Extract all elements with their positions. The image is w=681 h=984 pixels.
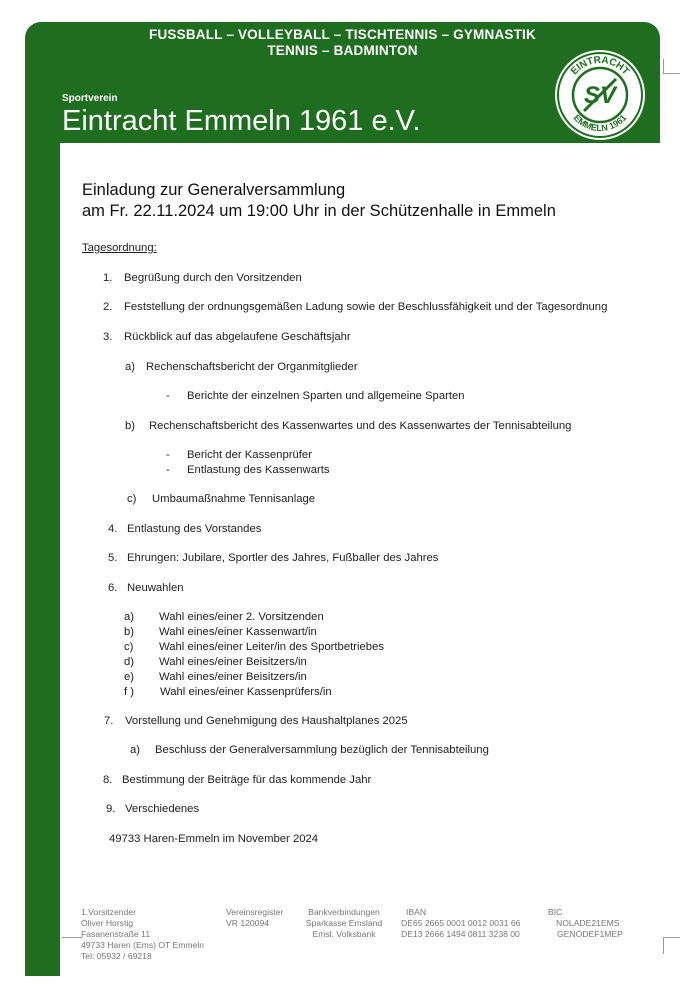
crop-mark-left bbox=[62, 937, 82, 952]
chair-city: 49733 Haren (Ems) OT Emmeln bbox=[81, 940, 205, 950]
invitation-title bbox=[82, 180, 556, 222]
chair-phone: Tel: 05932 / 69218 bbox=[81, 951, 152, 961]
place-date: 49733 Haren-Emmeln im November 2024 bbox=[109, 833, 319, 845]
footer-chair bbox=[81, 907, 204, 962]
agenda-bullet: - bbox=[166, 449, 170, 461]
logo-letters: SV bbox=[583, 82, 617, 109]
agenda-subnum: f ) bbox=[124, 686, 135, 698]
bank-1: Sparkasse Emsland bbox=[305, 918, 383, 928]
agenda-subsubitem: Entlastung des Kassenwarts bbox=[187, 464, 330, 476]
iban-1: DE65 2665 0001 0012 0031 66 bbox=[401, 918, 521, 928]
agenda-subnum: c) bbox=[124, 641, 134, 653]
sports-line-2: TENNIS – BADMINTON bbox=[267, 43, 418, 58]
bic-1: NOLADE21EMS bbox=[556, 918, 620, 928]
bank-label: Bankverbindungen bbox=[308, 907, 380, 917]
club-name: Eintracht Emmeln 1961 e.V. bbox=[62, 105, 421, 137]
agenda-item: Vorstellung und Genehmigung des Haushaltplanes 2025 bbox=[125, 715, 408, 727]
agenda-item: Ehrungen: Jubilare, Sportler des Jahres, Fußballer des Jahres bbox=[127, 552, 439, 564]
bic-2: GENODEF1MEP bbox=[557, 929, 623, 939]
footer-register bbox=[226, 907, 283, 929]
agenda-subnum: a) bbox=[130, 744, 141, 756]
agenda-item: Verschiedenes bbox=[125, 803, 200, 815]
footer-iban bbox=[401, 907, 520, 940]
agenda-subitem: Wahl eines/einer Kassenwart/in bbox=[159, 626, 317, 638]
chair-street: Fasanenstraße 11 bbox=[81, 929, 151, 939]
side-stripe bbox=[25, 140, 60, 976]
agenda-subitem: Wahl eines/einer Kassenprüfers/in bbox=[160, 686, 332, 698]
crop-mark-top bbox=[663, 59, 680, 74]
agenda-subitem: Wahl eines/einer Beisitzers/in bbox=[159, 671, 307, 683]
agenda-item: Feststellung der ordnungsgemäßen Ladung sowie der Beschlussfähigkeit und der Tagesordnung bbox=[124, 301, 608, 313]
agenda-item: Neuwahlen bbox=[127, 582, 184, 594]
agenda-subnum: a) bbox=[124, 611, 135, 623]
bic-label: BIC bbox=[548, 907, 563, 917]
logo-top-text: EINTRACHT bbox=[568, 54, 632, 78]
chair-label: 1.Vorsitzender bbox=[81, 907, 136, 917]
agenda-subitem: Rechenschaftsbericht des Kassenwartes und des Kassenwartes der Tennisabteilung bbox=[149, 420, 572, 432]
agenda-subitem: Wahl eines/einer 2. Vorsitzenden bbox=[159, 611, 324, 623]
invitation-line-2: am Fr. 22.11.2024 um 19:00 Uhr in der Schützenhalle in Emmeln bbox=[82, 202, 556, 220]
footer-bic bbox=[548, 907, 623, 940]
sports-line-1: FUSSBALL – VOLLEYBALL – TISCHTENNIS – GYMNASTIK bbox=[149, 27, 536, 42]
agenda-num: 8. bbox=[103, 774, 113, 786]
agenda-subnum: b) bbox=[125, 420, 136, 432]
agenda-subitem: Beschluss der Generalversammlung bezüglich der Tennisabteilung bbox=[155, 744, 489, 756]
agenda-num: 1. bbox=[103, 272, 113, 284]
agenda-heading: Tagesordnung: bbox=[82, 242, 157, 254]
agenda-subitem: Wahl eines/einer Beisitzers/in bbox=[159, 656, 307, 668]
agenda-subnum: a) bbox=[125, 361, 136, 373]
footer-bank bbox=[296, 907, 392, 940]
agenda-subsubitem: Berichte der einzelnen Sparten und allgemeine Sparten bbox=[187, 390, 465, 402]
agenda-subnum: e) bbox=[124, 671, 135, 683]
agenda-bullet: - bbox=[166, 390, 170, 402]
invitation-line-1: Einladung zur Generalversammlung bbox=[82, 181, 346, 199]
agenda-item: Begrüßung durch den Vorsitzenden bbox=[124, 272, 302, 284]
agenda-num: 2. bbox=[103, 301, 113, 313]
club-logo bbox=[554, 49, 646, 141]
agenda-subnum: c) bbox=[127, 493, 137, 505]
agenda-subitem: Umbaumaßnahme Tennisanlage bbox=[152, 493, 316, 505]
agenda-item: Rückblick auf das abgelaufene Geschäftsjahr bbox=[124, 331, 351, 343]
agenda-num: 3. bbox=[103, 331, 113, 343]
agenda-num: 7. bbox=[104, 715, 114, 727]
register-label: Vereinsregister bbox=[226, 907, 284, 917]
register-value: VR 120094 bbox=[226, 918, 270, 928]
iban-label: IBAN bbox=[406, 907, 427, 917]
agenda-num: 4. bbox=[108, 523, 118, 535]
agenda-item: Bestimmung der Beiträge für das kommende Jahr bbox=[122, 774, 372, 786]
agenda-subitem: Wahl eines/einer Leiter/in des Sportbetriebes bbox=[159, 641, 385, 653]
logo-bottom-text: EMMELN 1961 bbox=[571, 112, 629, 134]
agenda-num: 6. bbox=[108, 582, 118, 594]
agenda-bullet: - bbox=[166, 464, 170, 476]
club-prefix: Sportverein bbox=[62, 93, 118, 104]
chair-name: Oliver Horstig bbox=[81, 918, 134, 928]
agenda-num: 9. bbox=[106, 803, 116, 815]
agenda-subsubitem: Bericht der Kassenprüfer bbox=[187, 449, 312, 461]
crop-mark-bottom bbox=[663, 937, 680, 954]
agenda-subnum: d) bbox=[124, 656, 135, 668]
bank-2: Emsl. Volksbank bbox=[312, 929, 376, 939]
agenda-subitem: Rechenschaftsbericht der Organmitglieder bbox=[146, 361, 358, 373]
iban-2: DE13 2666 1494 0811 3238 00 bbox=[401, 929, 520, 939]
agenda-item: Entlastung des Vorstandes bbox=[127, 523, 262, 535]
agenda-num: 5. bbox=[108, 552, 118, 564]
agenda-subnum: b) bbox=[124, 626, 135, 638]
